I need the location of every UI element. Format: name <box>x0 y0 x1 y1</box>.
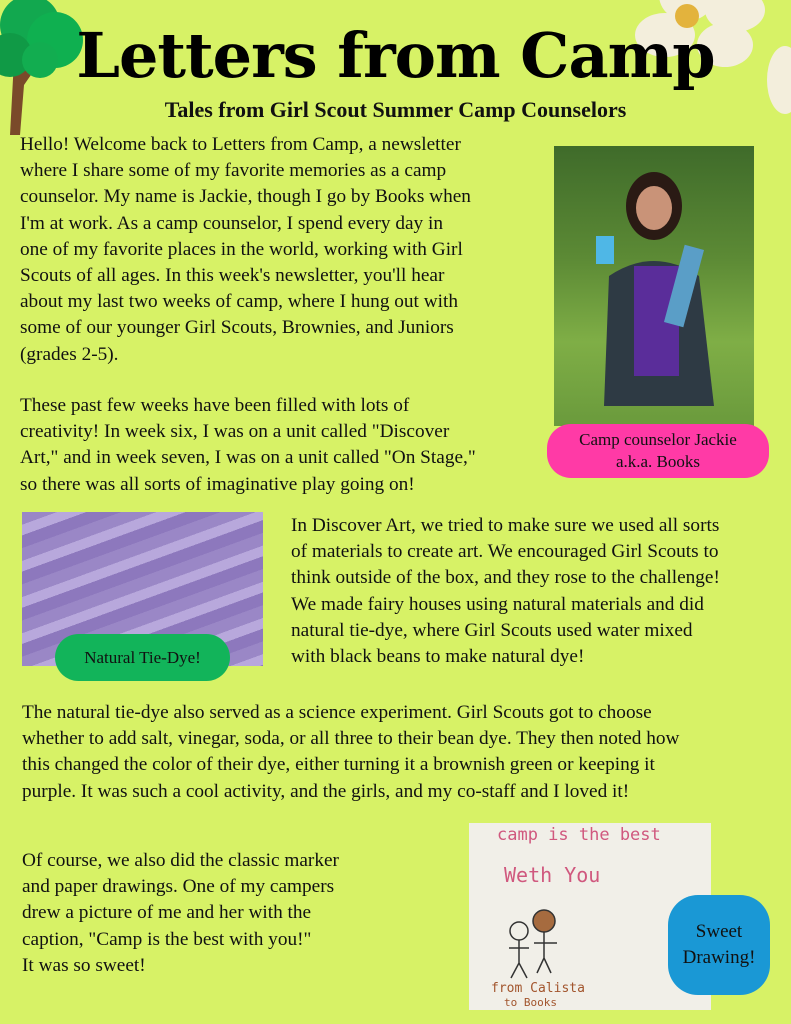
tie-dye-caption: Natural Tie-Dye! <box>55 634 230 681</box>
text-line: about my last two weeks of camp, where I hung out with <box>20 291 459 313</box>
page-title: Letters from Camp <box>76 19 715 92</box>
text-line: Of course, we also did the classic marker <box>22 850 339 871</box>
science-paragraph <box>22 700 679 805</box>
text-line: Hello! Welcome back to Letters from Camp, a newsletter <box>20 134 461 155</box>
intro-paragraph <box>20 132 471 368</box>
text-line: We made fairy houses using natural materials and did <box>291 593 704 615</box>
text-line: so there was all sorts of imaginative play going on! <box>20 473 415 495</box>
text-line: this changed the color of their dye, either turning it a brownish green or keeping it <box>22 754 655 776</box>
text-line: I'm at work. As a camp counselor, I spend every day in <box>20 212 444 234</box>
text-line: whether to add salt, vinegar, soda, or all three to their bean dye. They then noted how <box>22 728 680 750</box>
text-line: (grades 2-5). <box>20 343 119 365</box>
text-line: It was so sweet! <box>22 954 146 976</box>
text-line: one of my favorite places in the world, working with Girl <box>20 238 463 260</box>
text-line: purple. It was such a cool activity, and the girls, and my co-staff and I loved it! <box>22 780 630 802</box>
drawing-caption <box>668 895 770 995</box>
text-line: counselor. My name is Jackie, though I go by Books when <box>20 186 471 208</box>
text-line: In Discover Art, we tried to make sure we used all sorts <box>291 515 720 536</box>
discover-art-paragraph <box>291 513 720 670</box>
jackie-caption <box>547 424 769 478</box>
text-line: drew a picture of me and her with the <box>22 902 312 924</box>
text-line: some of our younger Girl Scouts, Brownies, and Juniors <box>20 317 454 339</box>
caption-line: Sweet <box>695 921 743 942</box>
text-line: with black beans to make natural dye! <box>291 646 585 668</box>
jackie-photo <box>554 146 754 426</box>
text-line: These past few weeks have been filled with lots of <box>20 395 410 416</box>
caption-line: Drawing! <box>682 947 756 968</box>
drawing-text: to Books <box>504 996 557 1009</box>
text-line: and paper drawings. One of my campers <box>22 876 335 898</box>
drawing-paragraph <box>22 848 339 979</box>
page-subtitle: Tales from Girl Scout Summer Camp Counselors <box>164 97 627 122</box>
caption-line: Camp counselor Jackie <box>579 430 737 449</box>
text-line: Scouts of all ages. In this week's newsletter, you'll hear <box>20 265 445 287</box>
text-line: natural tie-dye, where Girl Scouts used water mixed <box>291 619 693 641</box>
drawing-text: camp is the best <box>497 825 661 845</box>
text-line: Art," and in week seven, I was on a unit called "On Stage," <box>20 447 476 469</box>
text-line: The natural tie-dye also served as a science experiment. Girl Scouts got to choose <box>22 702 652 723</box>
caption-line: a.k.a. Books <box>615 452 701 471</box>
stick-figures <box>489 893 609 983</box>
text-line: where I share some of my favorite memories as a camp <box>20 160 447 182</box>
text-line: creativity! In week six, I was on a unit called "Discover <box>20 421 450 443</box>
units-paragraph <box>20 393 476 498</box>
drawing-text: Weth You <box>504 863 601 887</box>
text-line: of materials to create art. We encouraged Girl Scouts to <box>291 541 719 563</box>
drawing-text: from Calista <box>491 981 585 996</box>
text-line: caption, "Camp is the best with you!" <box>22 928 312 950</box>
text-line: think outside of the box, and they rose to the challenge! <box>291 567 720 589</box>
